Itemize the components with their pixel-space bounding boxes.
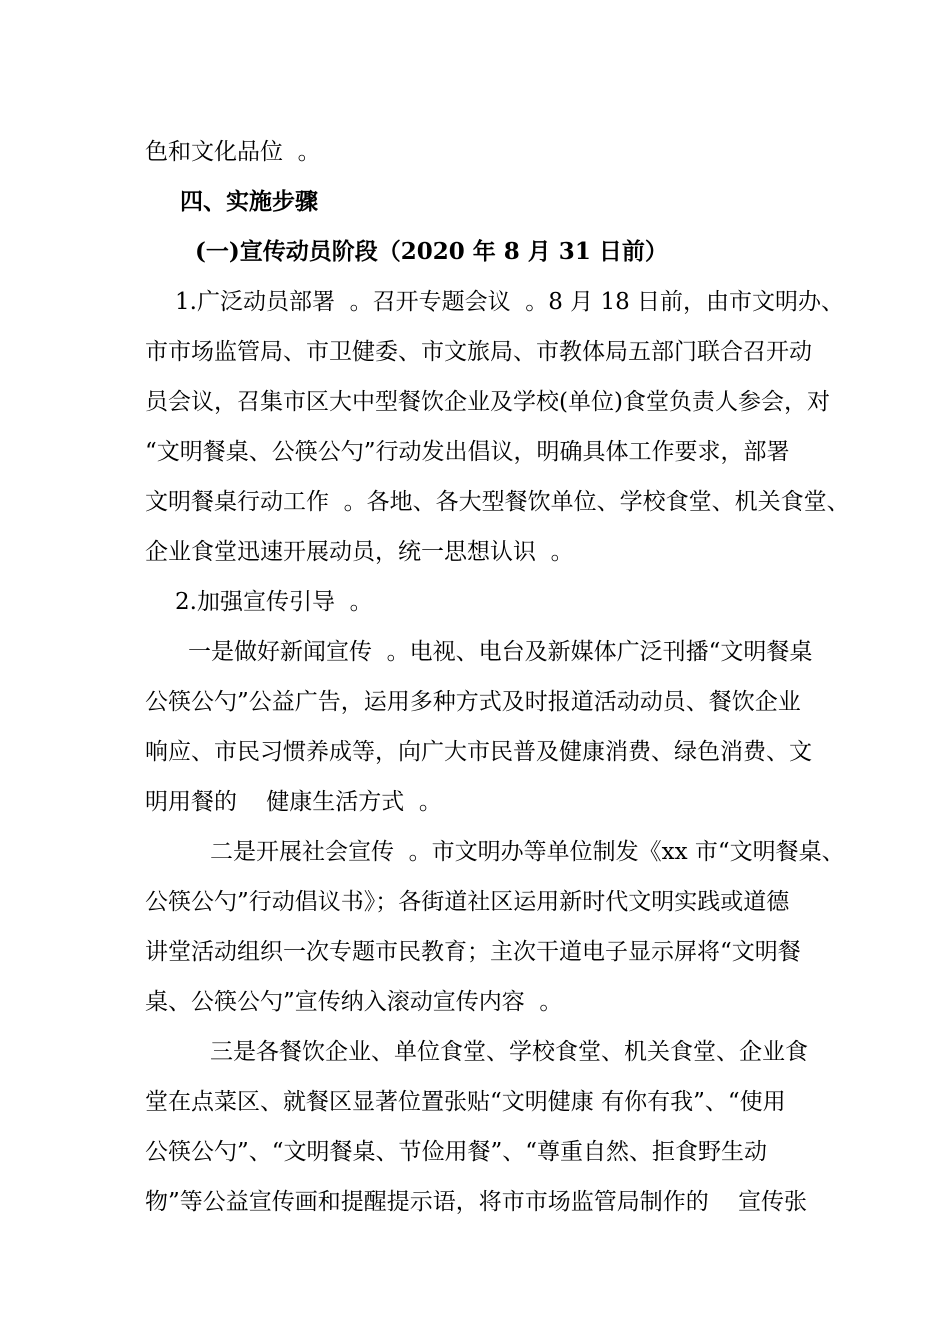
text-line: 市市场监管局、市卫健委、市文旅局、市教体局五部门联合召开动 [145,339,812,365]
text-line: 一是做好新闻宣传 。电视、电台及新媒体广泛刊播“文明餐桌 [188,639,813,665]
text-line: 桌、公筷公勺”宣传纳入滚动宣传内容 。 [145,989,563,1015]
text-line: 三是各餐饮企业、单位食堂、学校食堂、机关食堂、企业食 [210,1039,808,1065]
text-line: 公筷公勺”公益广告，运用多种方式及时报道活动动员、餐饮企业 [145,689,801,715]
text-line: 色和文化品位 。 [145,139,321,165]
text-line: 1.广泛动员部署 。召开专题会议 。8 月 18 日前，由市文明办、 [175,289,845,315]
text-line: 公筷公勺”行动倡议书》；各街道社区运用新时代文明实践或道德 [145,889,790,915]
text-line: 响应、市民习惯养成等，向广大市民普及健康消费、绿色消费、文 [145,739,812,765]
text-line: 公筷公勺”、“文明餐桌、节俭用餐”、“尊重自然、拒食野生动 [145,1139,768,1165]
text-line: 堂在点菜区、就餐区显著位置张贴“文明健康 有你有我”、“使用 [145,1089,786,1115]
text-line: 二是开展社会宣传 。市文明办等单位制发《xx 市“文明餐桌、 [210,839,845,865]
text-line: 讲堂活动组织一次专题市民教育；主次干道电子显示屏将“文明餐 [145,939,801,965]
text-line: “文明餐桌、公筷公勺”行动发出倡议，明确具体工作要求，部署 [145,439,790,465]
text-line: 明用餐的 健康生活方式 。 [145,789,442,815]
text-line: 物”等公益宣传画和提醒提示语，将市市场监管局制作的 宣传张 [145,1189,808,1215]
text-line: 文明餐桌行动工作 。各地、各大型餐饮单位、学校食堂、机关食堂、 [145,489,850,515]
section-heading: 四、实施步骤 [180,188,318,215]
subsection-heading: (一)宣传动员阶段（2020 年 8 月 31 日前） [195,238,668,265]
text-line: 员会议，召集市区大中型餐饮企业及学校(单位)食堂负责人参会，对 [145,389,830,415]
text-line: 2.加强宣传引导 。 [175,589,373,615]
text-line: 企业食堂迅速开展动员，统一思想认识 。 [145,539,574,565]
